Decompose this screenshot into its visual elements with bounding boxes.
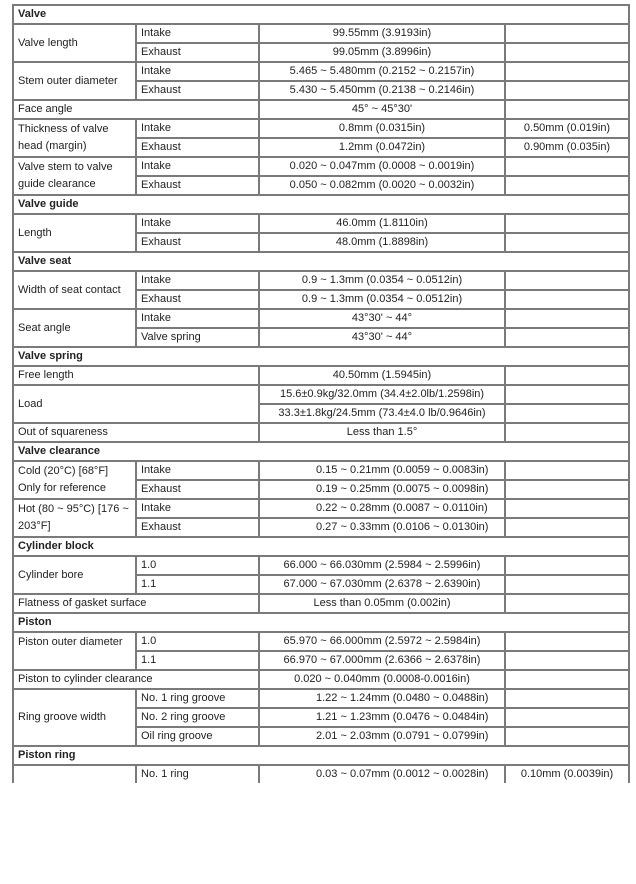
section-title: Valve clearance — [13, 442, 629, 461]
item-name: Width of seat contact — [13, 271, 136, 309]
service-limit — [505, 100, 629, 119]
item-subtype: No. 2 ring groove — [136, 708, 259, 727]
service-limit — [505, 176, 629, 195]
item-subtype: 1.0 — [136, 556, 259, 575]
item-subtype: Exhaust — [136, 480, 259, 499]
table-row — [13, 594, 629, 613]
item-name: Free length — [13, 366, 259, 385]
standard-value: 45° ~ 45°30' — [259, 100, 505, 119]
standard-value: 40.50mm (1.5945in) — [259, 366, 505, 385]
item-subtype: Intake — [136, 309, 259, 328]
standard-value: 0.8mm (0.0315in) — [259, 119, 505, 138]
item-subtype: Intake — [136, 499, 259, 518]
standard-value: 66.000 ~ 66.030mm (2.5984 ~ 2.5996in) — [259, 556, 505, 575]
service-limit — [505, 594, 629, 613]
section-title: Valve spring — [13, 347, 629, 366]
service-limit — [505, 632, 629, 651]
table-row — [13, 651, 629, 670]
section-header-row — [13, 537, 629, 556]
service-limit — [505, 480, 629, 499]
standard-value: 0.27 ~ 0.33mm (0.0106 ~ 0.0130in) — [259, 518, 505, 537]
item-subtype: Exhaust — [136, 518, 259, 537]
item-name: Valve length — [13, 24, 136, 62]
item-subtype: Intake — [136, 119, 259, 138]
service-limit — [505, 708, 629, 727]
table-row — [13, 24, 629, 43]
standard-value: 5.430 ~ 5.450mm (0.2138 ~ 0.2146in) — [259, 81, 505, 100]
service-limit — [505, 499, 629, 518]
service-limit — [505, 24, 629, 43]
item-name: Cylinder bore — [13, 556, 136, 594]
service-limit — [505, 309, 629, 328]
standard-value: Less than 0.05mm (0.002in) — [259, 594, 505, 613]
item-subtype: Exhaust — [136, 81, 259, 100]
section-title: Valve seat — [13, 252, 629, 271]
section-header-row — [13, 442, 629, 461]
item-subtype: Valve spring — [136, 328, 259, 347]
table-row — [13, 461, 629, 480]
item-subtype: 1.1 — [136, 575, 259, 594]
item-name: Thickness of valve head (margin) — [13, 119, 136, 157]
section-header-row — [13, 347, 629, 366]
table-row — [13, 62, 629, 81]
item-subtype: Intake — [136, 271, 259, 290]
standard-value: 0.15 ~ 0.21mm (0.0059 ~ 0.0083in) — [259, 461, 505, 480]
table-row — [13, 119, 629, 138]
item-subtype: Intake — [136, 461, 259, 480]
item-name: Cold (20°C) [68°F] Only for reference — [13, 461, 136, 499]
section-title: Piston — [13, 613, 629, 632]
service-limit — [505, 214, 629, 233]
service-limit — [505, 518, 629, 537]
section-title: Valve — [13, 5, 629, 24]
service-limit — [505, 271, 629, 290]
standard-value: 65.970 ~ 66.000mm (2.5972 ~ 2.5984in) — [259, 632, 505, 651]
item-name: Ring groove width — [13, 689, 136, 746]
service-limit — [505, 62, 629, 81]
standard-value: 1.22 ~ 1.24mm (0.0480 ~ 0.0488in) — [259, 689, 505, 708]
table-row — [13, 385, 629, 404]
item-subtype: Exhaust — [136, 138, 259, 157]
table-row — [13, 271, 629, 290]
standard-value: 0.19 ~ 0.25mm (0.0075 ~ 0.0098in) — [259, 480, 505, 499]
table-row — [13, 689, 629, 708]
standard-value: 1.21 ~ 1.23mm (0.0476 ~ 0.0484in) — [259, 708, 505, 727]
item-name-empty — [13, 765, 136, 783]
standard-value: 43°30' ~ 44° — [259, 328, 505, 347]
item-subtype: 1.1 — [136, 651, 259, 670]
specification-table — [12, 4, 630, 783]
standard-value: 0.020 ~ 0.040mm (0.0008-0.0016in) — [259, 670, 505, 689]
section-header-row — [13, 613, 629, 632]
service-limit — [505, 233, 629, 252]
table-row — [13, 556, 629, 575]
item-subtype: 1.0 — [136, 632, 259, 651]
service-limit — [505, 328, 629, 347]
standard-value: 48.0mm (1.8898in) — [259, 233, 505, 252]
item-subtype: No. 1 ring — [136, 765, 259, 783]
section-title: Valve guide — [13, 195, 629, 214]
service-limit — [505, 461, 629, 480]
section-header-row — [13, 252, 629, 271]
item-name: Piston to cylinder clearance — [13, 670, 259, 689]
service-limit — [505, 689, 629, 708]
table-row — [13, 309, 629, 328]
service-limit — [505, 290, 629, 309]
standard-value: 99.05mm (3.8996in) — [259, 43, 505, 62]
standard-value: 2.01 ~ 2.03mm (0.0791 ~ 0.0799in) — [259, 727, 505, 746]
table-row — [13, 100, 629, 119]
section-header-row — [13, 5, 629, 24]
standard-value: 43°30' ~ 44° — [259, 309, 505, 328]
item-name: Length — [13, 214, 136, 252]
section-header-row — [13, 746, 629, 765]
standard-value: 15.6±0.9kg/32.0mm (34.4±2.0lb/1.2598in) — [259, 385, 505, 404]
section-title: Piston ring — [13, 746, 629, 765]
standard-value: 46.0mm (1.8110in) — [259, 214, 505, 233]
item-name: Piston outer diameter — [13, 632, 136, 651]
item-name: Seat angle — [13, 309, 136, 347]
item-subtype: Oil ring groove — [136, 727, 259, 746]
item-name: Stem outer diameter — [13, 62, 136, 100]
section-title: Cylinder block — [13, 537, 629, 556]
standard-value: 0.9 ~ 1.3mm (0.0354 ~ 0.0512in) — [259, 290, 505, 309]
standard-value: 66.970 ~ 67.000mm (2.6366 ~ 2.6378in) — [259, 651, 505, 670]
standard-value: 0.020 ~ 0.047mm (0.0008 ~ 0.0019in) — [259, 157, 505, 176]
service-limit — [505, 556, 629, 575]
service-limit — [505, 43, 629, 62]
item-subtype: Exhaust — [136, 233, 259, 252]
table-row — [13, 423, 629, 442]
item-name: Hot (80 ~ 95°C) [176 ~ 203°F] — [13, 499, 136, 537]
section-header-row — [13, 195, 629, 214]
standard-value: 0.050 ~ 0.082mm (0.0020 ~ 0.0032in) — [259, 176, 505, 195]
service-limit: 0.90mm (0.035in) — [505, 138, 629, 157]
service-limit — [505, 385, 629, 404]
item-subtype: No. 1 ring groove — [136, 689, 259, 708]
item-name-empty — [13, 651, 136, 670]
service-limit: 0.50mm (0.019in) — [505, 119, 629, 138]
item-name: Valve stem to valve guide clearance — [13, 157, 136, 195]
item-name: Flatness of gasket surface — [13, 594, 259, 613]
service-limit — [505, 81, 629, 100]
table-row — [13, 157, 629, 176]
item-subtype: Exhaust — [136, 176, 259, 195]
item-subtype: Exhaust — [136, 43, 259, 62]
table-row — [13, 499, 629, 518]
item-subtype: Intake — [136, 24, 259, 43]
service-limit — [505, 366, 629, 385]
item-name: Out of squareness — [13, 423, 259, 442]
service-limit — [505, 157, 629, 176]
table-row — [13, 765, 629, 783]
service-limit — [505, 727, 629, 746]
service-limit — [505, 575, 629, 594]
service-limit — [505, 404, 629, 423]
table-row — [13, 214, 629, 233]
service-limit — [505, 651, 629, 670]
service-limit — [505, 423, 629, 442]
service-limit: 0.10mm (0.0039in) — [505, 765, 629, 783]
item-subtype: Intake — [136, 157, 259, 176]
table-row — [13, 670, 629, 689]
item-subtype: Intake — [136, 214, 259, 233]
item-name: Face angle — [13, 100, 259, 119]
item-subtype: Intake — [136, 62, 259, 81]
standard-value: 33.3±1.8kg/24.5mm (73.4±4.0 lb/0.9646in) — [259, 404, 505, 423]
item-subtype: Exhaust — [136, 290, 259, 309]
table-row — [13, 366, 629, 385]
standard-value: 5.465 ~ 5.480mm (0.2152 ~ 0.2157in) — [259, 62, 505, 81]
standard-value: 0.03 ~ 0.07mm (0.0012 ~ 0.0028in) — [259, 765, 505, 783]
standard-value: 0.9 ~ 1.3mm (0.0354 ~ 0.0512in) — [259, 271, 505, 290]
table-row — [13, 632, 629, 651]
service-limit — [505, 670, 629, 689]
standard-value: Less than 1.5° — [259, 423, 505, 442]
standard-value: 67.000 ~ 67.030mm (2.6378 ~ 2.6390in) — [259, 575, 505, 594]
standard-value: 1.2mm (0.0472in) — [259, 138, 505, 157]
standard-value: 0.22 ~ 0.28mm (0.0087 ~ 0.0110in) — [259, 499, 505, 518]
item-name: Load — [13, 385, 259, 423]
standard-value: 99.55mm (3.9193in) — [259, 24, 505, 43]
